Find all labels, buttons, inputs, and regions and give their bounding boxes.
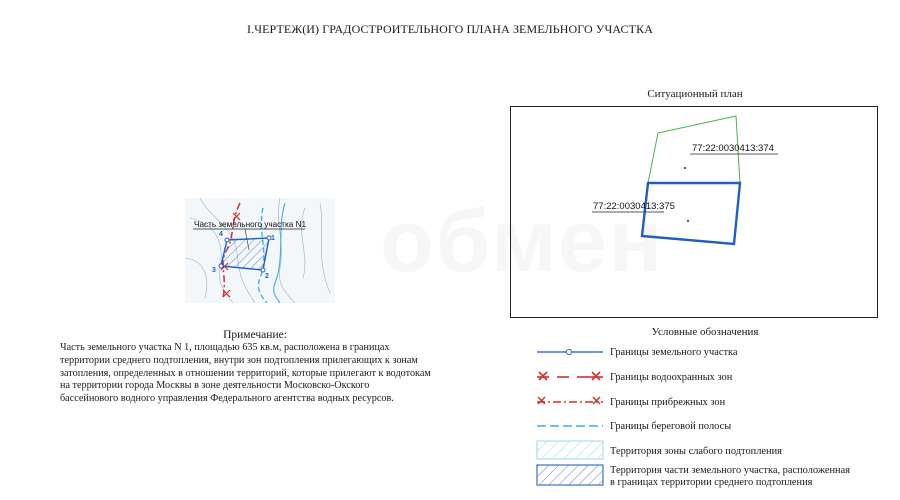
water-protection-zone-icon: [537, 372, 603, 380]
parcel-polygon: [221, 238, 269, 270]
note-title: Примечание:: [223, 329, 287, 341]
light-flooding-icon: [537, 441, 603, 459]
situational-plan-title: Ситуационный план: [647, 88, 743, 100]
legend-label-shoreline: Границы береговой полосы: [610, 421, 732, 432]
medium-flooding-icon: [537, 465, 603, 485]
point-label-1: 1: [271, 235, 275, 242]
situational-plan-map: [510, 106, 878, 318]
legend-label-parcel-boundary: Границы земельного участка: [610, 347, 738, 358]
legend-label-water-protection: Границы водоохранных зон: [610, 372, 733, 383]
point-label-4: 4: [219, 231, 223, 238]
drawing-fragment: [185, 198, 335, 303]
page-title: I.ЧЕРТЕЖ(И) ГРАДОСТРОИТЕЛЬНОГО ПЛАНА ЗЕМЕЛЬНОГО УЧАСТКА: [247, 22, 653, 36]
point-label-2: 2: [265, 273, 269, 280]
legend-label-light-flooding: Территория зоны слабого подтопления: [610, 446, 782, 457]
note-line: на территории города Москвы в зоне деятельности Московско-Окского: [60, 380, 370, 392]
note-line: территории среднего подтопления, внутри зон подтопления прилегающих к зонам: [60, 354, 418, 366]
note-line: бассейнового водного управления Федерального агентства водных ресурсов.: [60, 393, 394, 405]
note-text: [60, 342, 480, 406]
cadastral-label-374: 77:22:0030413:374: [692, 143, 774, 154]
note-line: Часть земельного участка N 1, площадью 635 кв.м, расположена в границах: [60, 342, 390, 353]
point-label-3: 3: [212, 267, 216, 274]
legend-title: Условные обозначения: [651, 326, 759, 338]
note-line: затопления, определенных в отношении территорий, которые прилегают к водотокам: [60, 367, 431, 379]
legend-symbols: [535, 340, 607, 490]
coastal-zone-icon: [537, 397, 603, 404]
legend-label-line: в границах территории среднего подтопления: [610, 476, 813, 488]
cadastral-label-375: 77:22:0030413:375: [593, 201, 675, 212]
parcel-label: Часть земельного участка N1: [194, 220, 307, 229]
parcel-boundary-icon: [537, 349, 603, 354]
legend-label-coastal: Границы прибрежных зон: [610, 397, 726, 408]
legend-label-line: Территория части земельного участка, расположенная: [610, 465, 850, 476]
legend-label-medium-flooding: [610, 465, 850, 488]
parcel-375-outline: [642, 183, 740, 244]
